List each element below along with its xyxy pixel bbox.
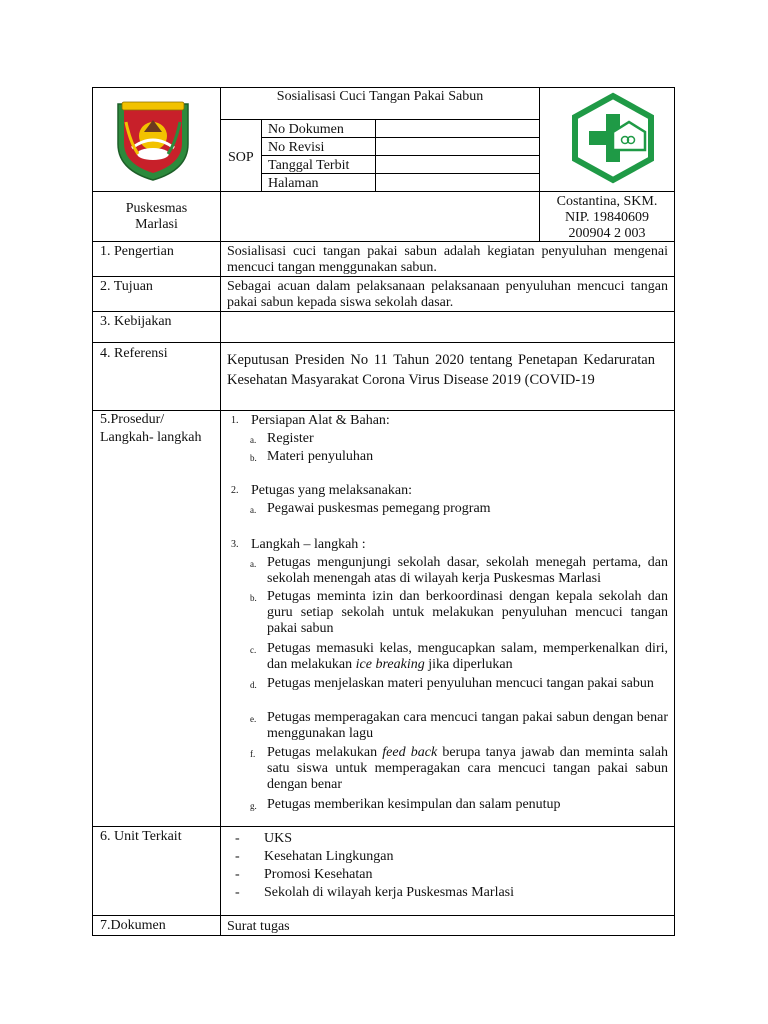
bullet-dash: - xyxy=(235,867,240,882)
field-no-revisi: No Revisi xyxy=(268,140,325,155)
label-prosedur-2: Langkah- langkah xyxy=(100,430,202,445)
text-referensi: Keputusan Presiden No 11 Tahun 2020 tentang Penetapan Kedaruratan Kesehatan Masyarakat Corona Virus Disease 2019 (COVID-19 xyxy=(227,352,655,388)
field-halaman: Halaman xyxy=(268,176,319,191)
signer-nip-cont: 200904 2 003 xyxy=(568,226,646,241)
list-item-emphasis: ice breaking xyxy=(355,657,425,672)
list-item: Petugas memberikan kesimpulan dan salam penutup xyxy=(267,797,561,812)
field-tanggal-terbit: Tanggal Terbit xyxy=(268,158,350,173)
list-marker: f. xyxy=(250,749,256,759)
unit-item: Sekolah di wilayah kerja Puskesmas Marlasi xyxy=(264,885,515,900)
step-title: Persiapan Alat & Bahan: xyxy=(251,413,390,428)
list-marker: b. xyxy=(250,593,257,603)
step-number: 2. xyxy=(231,485,239,496)
list-marker: a. xyxy=(250,505,257,515)
list-marker: a. xyxy=(250,435,257,445)
unit-item: Promosi Kesehatan xyxy=(264,867,373,882)
list-item: Petugas meminta izin dan berkoordinasi dengan kepala sekolah dan guru setiap sekolah untuk melakukan penyuluhan mencuci tangan pakai sabun xyxy=(267,589,668,636)
list-item-text: Petugas memasuki kelas, mengucapkan salam, memperkenalkan diri, dan melakukan xyxy=(267,641,668,672)
bullet-dash: - xyxy=(235,885,240,900)
text-dokumen: Surat tugas xyxy=(227,919,290,934)
list-marker: b. xyxy=(250,453,257,463)
list-marker: c. xyxy=(250,645,257,655)
label-dokumen: 7.Dokumen xyxy=(100,918,166,933)
list-item: Petugas memperagakan cara mencuci tangan pakai sabun dengan benar menggunakan lagu xyxy=(267,710,668,741)
regional-emblem-logo xyxy=(108,92,198,182)
step-title: Langkah – langkah : xyxy=(251,537,366,552)
list-marker: e. xyxy=(250,714,257,724)
list-item-text: Petugas melakukan xyxy=(267,745,383,760)
step-title: Petugas yang melaksanakan: xyxy=(251,483,412,498)
list-item xyxy=(267,641,668,673)
label-pengertian: 1. Pengertian xyxy=(100,244,174,259)
list-item-text: jika diperlukan xyxy=(424,657,513,672)
list-item: Pegawai puskesmas pemegang program xyxy=(267,501,491,516)
list-marker: a. xyxy=(250,559,257,569)
step-number: 1. xyxy=(231,415,239,426)
text-tujuan: Sebagai acuan dalam pelaksanaan pelaksanaan penyuluhan mencuci tangan pakai sabun kepada siswa sekolah dasar. xyxy=(227,279,668,310)
signer-nip: NIP. 19840609 xyxy=(564,210,649,225)
list-item: Petugas mengunjungi sekolah dasar, sekolah menegah pertama, dan sekolah menengah atas di wilayah kerja Puskesmas Marlasi xyxy=(267,555,668,586)
label-tujuan: 2. Tujuan xyxy=(100,279,153,294)
org-name-line-2: Marlasi xyxy=(135,217,178,232)
step-number: 3. xyxy=(231,539,239,550)
sop-title: Sosialisasi Cuci Tangan Pakai Sabun xyxy=(276,89,484,104)
bullet-dash: - xyxy=(235,849,240,864)
list-marker: d. xyxy=(250,680,257,690)
label-unit-terkait: 6. Unit Terkait xyxy=(100,829,182,844)
label-kebijakan: 3. Kebijakan xyxy=(100,314,172,329)
label-referensi: 4. Referensi xyxy=(100,346,168,361)
unit-item: Kesehatan Lingkungan xyxy=(264,849,394,864)
org-name-line-1: Puskesmas xyxy=(125,201,188,216)
sop-label: SOP xyxy=(228,150,254,165)
text-pengertian: Sosialisasi cuci tangan pakai sabun adalah kegiatan penyuluhan mengenai mencuci tangan menggunakan sabun. xyxy=(227,244,668,275)
list-item-text: berupa tanya jawab dan meminta salah satu siswa untuk memperagakan cara mencuci tangan pakai sabun dengan benar xyxy=(267,745,668,792)
list-item: Register xyxy=(267,431,314,446)
bullet-dash: - xyxy=(235,831,240,846)
list-item-emphasis: feed back xyxy=(382,745,438,760)
list-item: Petugas menjelaskan materi penyuluhan mencuci tangan pakai sabun xyxy=(267,676,654,691)
puskesmas-logo xyxy=(567,92,659,184)
signer-name: Costantina, SKM. xyxy=(556,194,658,209)
list-marker: g. xyxy=(250,801,257,811)
unit-item: UKS xyxy=(264,831,293,846)
list-item xyxy=(267,745,668,793)
field-no-dokumen: No Dokumen xyxy=(268,122,344,137)
label-prosedur-1: 5.Prosedur/ xyxy=(100,412,165,427)
list-item: Materi penyuluhan xyxy=(267,449,374,464)
